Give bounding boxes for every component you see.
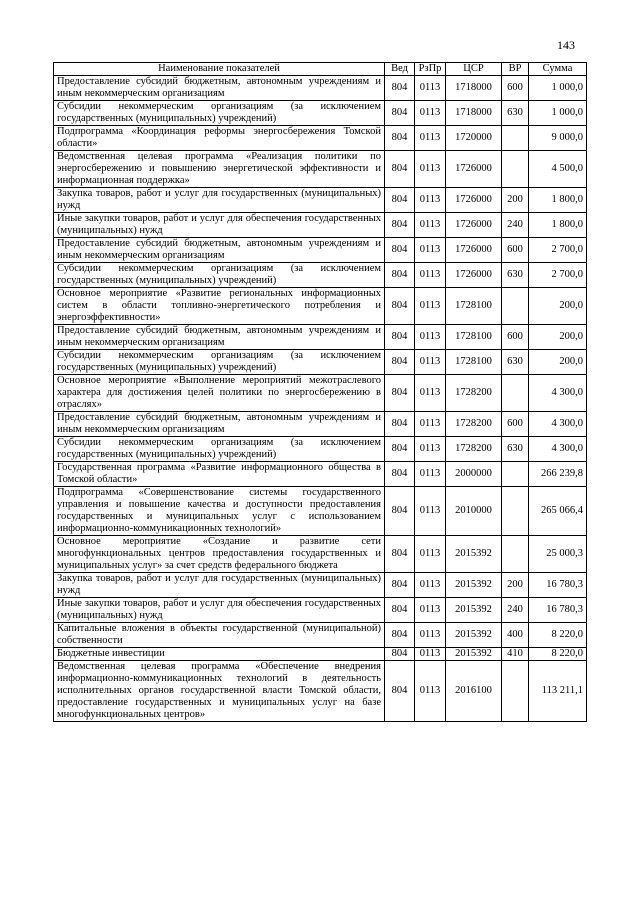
cell-ved: 804 [385,188,415,213]
cell-ved: 804 [385,648,415,661]
cell-vr: 600 [502,76,529,101]
cell-sum: 4 300,0 [529,412,587,437]
cell-csr: 1718000 [446,76,502,101]
cell-ved: 804 [385,623,415,648]
cell-csr: 1726000 [446,188,502,213]
cell-ved: 804 [385,350,415,375]
cell-name: Иные закупки товаров, работ и услуг для обеспечения государственных (муниципальных) нужд [54,598,385,623]
table-row [54,238,587,263]
cell-ved: 804 [385,126,415,151]
cell-csr: 1728200 [446,412,502,437]
cell-sum: 2 700,0 [529,263,587,288]
cell-csr: 1728100 [446,325,502,350]
cell-sum: 25 000,3 [529,536,587,573]
cell-vr: 240 [502,598,529,623]
cell-vr: 410 [502,648,529,661]
cell-vr: 630 [502,263,529,288]
cell-csr: 2015392 [446,598,502,623]
header-vr: ВР [502,63,529,76]
table-row [54,151,587,188]
cell-rzpr: 0113 [415,263,446,288]
cell-vr: 400 [502,623,529,648]
cell-ved: 804 [385,412,415,437]
table-row [54,437,587,462]
cell-rzpr: 0113 [415,437,446,462]
cell-vr: 200 [502,188,529,213]
cell-rzpr: 0113 [415,375,446,412]
cell-sum: 16 780,3 [529,598,587,623]
cell-sum: 1 000,0 [529,76,587,101]
cell-name: Ведомственная целевая программа «Реализация политики по энергосбережению и повышению энергетической эффективности и информационная поддержка» [54,151,385,188]
cell-sum: 4 300,0 [529,375,587,412]
cell-csr: 1728100 [446,350,502,375]
cell-csr: 1726000 [446,263,502,288]
table-row [54,598,587,623]
cell-csr: 2015392 [446,573,502,598]
cell-rzpr: 0113 [415,462,446,487]
header-sum: Сумма [529,63,587,76]
table-row [54,325,587,350]
cell-name: Предоставление субсидий бюджетным, автономным учреждениям и иным некоммерческим организациям [54,412,385,437]
cell-csr: 2010000 [446,487,502,536]
cell-rzpr: 0113 [415,101,446,126]
cell-name: Бюджетные инвестиции [54,648,385,661]
cell-rzpr: 0113 [415,238,446,263]
table-row [54,661,587,722]
cell-sum: 2 700,0 [529,238,587,263]
cell-name: Подпрограмма «Координация реформы энергосбережения Томской области» [54,126,385,151]
cell-rzpr: 0113 [415,325,446,350]
table-row [54,188,587,213]
cell-name: Ведомственная целевая программа «Обеспечение внедрения информационно-коммуникационных технологий в деятельность исполнительных органов государственной власти Томской области, предоставление государственных и муниципальных услуг на базе многофункциональных центров» [54,661,385,722]
cell-rzpr: 0113 [415,598,446,623]
table-row [54,350,587,375]
cell-sum: 265 066,4 [529,487,587,536]
cell-vr: 630 [502,350,529,375]
table-row [54,487,587,536]
cell-csr: 1726000 [446,151,502,188]
cell-name: Субсидии некоммерческим организациям (за исключением государственных (муниципальных) учреждений) [54,263,385,288]
cell-csr: 1728100 [446,288,502,325]
cell-rzpr: 0113 [415,623,446,648]
cell-ved: 804 [385,238,415,263]
cell-vr [502,126,529,151]
cell-sum: 16 780,3 [529,573,587,598]
table-row [54,648,587,661]
cell-ved: 804 [385,661,415,722]
cell-name: Субсидии некоммерческим организациям (за исключением государственных (муниципальных) учреждений) [54,101,385,126]
cell-ved: 804 [385,598,415,623]
page-number: 143 [557,38,575,52]
cell-rzpr: 0113 [415,76,446,101]
cell-name: Основное мероприятие «Выполнение мероприятий межотраслевого характера для достижения целей политики по энергосбережению в отраслях» [54,375,385,412]
cell-ved: 804 [385,76,415,101]
cell-vr: 600 [502,238,529,263]
cell-name: Предоставление субсидий бюджетным, автономным учреждениям и иным некоммерческим организациям [54,76,385,101]
cell-rzpr: 0113 [415,288,446,325]
cell-csr: 2015392 [446,623,502,648]
cell-ved: 804 [385,375,415,412]
cell-ved: 804 [385,462,415,487]
cell-name: Предоставление субсидий бюджетным, автономным учреждениям и иным некоммерческим организациям [54,325,385,350]
table-row [54,76,587,101]
header-csr: ЦСР [446,63,502,76]
table-row [54,536,587,573]
cell-sum: 1 800,0 [529,213,587,238]
cell-rzpr: 0113 [415,648,446,661]
budget-table [53,62,587,722]
table-row [54,623,587,648]
cell-ved: 804 [385,573,415,598]
cell-name: Субсидии некоммерческим организациям (за исключением государственных (муниципальных) учреждений) [54,350,385,375]
cell-name: Закупка товаров, работ и услуг для государственных (муниципальных) нужд [54,573,385,598]
cell-sum: 1 800,0 [529,188,587,213]
cell-name: Предоставление субсидий бюджетным, автономным учреждениям и иным некоммерческим организациям [54,238,385,263]
cell-sum: 266 239,8 [529,462,587,487]
cell-name: Государственная программа «Развитие информационного общества в Томской области» [54,462,385,487]
cell-rzpr: 0113 [415,536,446,573]
table-row [54,375,587,412]
cell-vr [502,487,529,536]
table-row [54,101,587,126]
table-header-row [54,63,587,76]
cell-vr: 630 [502,101,529,126]
table-body [54,76,587,722]
cell-csr: 1720000 [446,126,502,151]
cell-ved: 804 [385,288,415,325]
cell-sum: 4 500,0 [529,151,587,188]
cell-sum: 200,0 [529,288,587,325]
table-row [54,213,587,238]
cell-sum: 113 211,1 [529,661,587,722]
cell-ved: 804 [385,437,415,462]
cell-ved: 804 [385,213,415,238]
cell-vr [502,288,529,325]
table-row [54,573,587,598]
cell-ved: 804 [385,101,415,126]
cell-csr: 2015392 [446,648,502,661]
cell-csr: 1726000 [446,213,502,238]
table-row [54,126,587,151]
cell-rzpr: 0113 [415,213,446,238]
cell-name: Иные закупки товаров, работ и услуг для обеспечения государственных (муниципальных) нужд [54,213,385,238]
cell-csr: 1728200 [446,437,502,462]
cell-csr: 1718000 [446,101,502,126]
cell-name: Субсидии некоммерческим организациям (за исключением государственных (муниципальных) учреждений) [54,437,385,462]
cell-sum: 9 000,0 [529,126,587,151]
header-ved: Вед [385,63,415,76]
cell-sum: 1 000,0 [529,101,587,126]
cell-csr: 2000000 [446,462,502,487]
cell-rzpr: 0113 [415,661,446,722]
table-row [54,288,587,325]
cell-sum: 200,0 [529,325,587,350]
cell-csr: 1726000 [446,238,502,263]
cell-ved: 804 [385,536,415,573]
cell-rzpr: 0113 [415,573,446,598]
cell-csr: 1728200 [446,375,502,412]
cell-csr: 2015392 [446,536,502,573]
cell-sum: 8 220,0 [529,623,587,648]
cell-rzpr: 0113 [415,151,446,188]
cell-name: Основное мероприятие «Развитие региональных информационных систем в области топливно-энергетического потребления и энергоэффективности» [54,288,385,325]
cell-vr [502,661,529,722]
cell-vr [502,462,529,487]
cell-rzpr: 0113 [415,188,446,213]
cell-ved: 804 [385,487,415,536]
cell-sum: 8 220,0 [529,648,587,661]
cell-ved: 804 [385,325,415,350]
cell-vr: 240 [502,213,529,238]
cell-sum: 4 300,0 [529,437,587,462]
table-row [54,462,587,487]
cell-vr: 600 [502,412,529,437]
cell-name: Подпрограмма «Совершенствование системы государственного управления и повышение качества и доступности предоставления государственных и муниципальных услуг с использованием информационно-коммуникационных технологий» [54,487,385,536]
cell-rzpr: 0113 [415,126,446,151]
cell-ved: 804 [385,263,415,288]
cell-vr: 630 [502,437,529,462]
header-rzpr: РзПр [415,63,446,76]
cell-name: Основное мероприятие «Создание и развитие сети многофункциональных центров предоставления государственных и муниципальных услуг» за счет средств федерального бюджета [54,536,385,573]
cell-ved: 804 [385,151,415,188]
cell-vr [502,536,529,573]
cell-sum: 200,0 [529,350,587,375]
cell-name: Капитальные вложения в объекты государственной (муниципальной) собственности [54,623,385,648]
cell-rzpr: 0113 [415,487,446,536]
header-name: Наименование показателей [54,63,385,76]
table-row [54,412,587,437]
cell-rzpr: 0113 [415,412,446,437]
cell-vr: 200 [502,573,529,598]
cell-vr [502,151,529,188]
cell-vr [502,375,529,412]
cell-rzpr: 0113 [415,350,446,375]
table-row [54,263,587,288]
cell-vr: 600 [502,325,529,350]
cell-csr: 2016100 [446,661,502,722]
cell-name: Закупка товаров, работ и услуг для государственных (муниципальных) нужд [54,188,385,213]
